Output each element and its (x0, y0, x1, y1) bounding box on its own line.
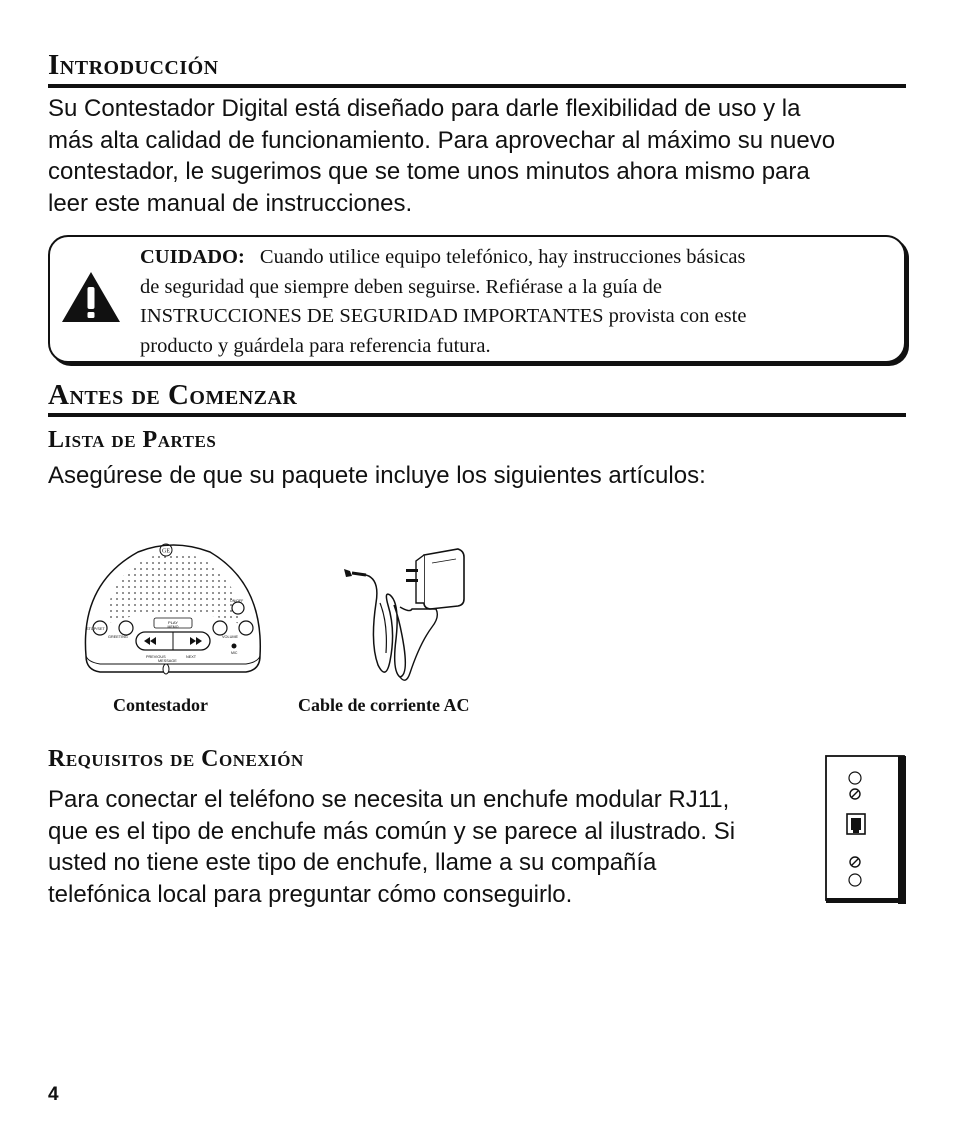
connection-line: usted no tiene este tipo de enchufe, llame a su compañía (48, 849, 657, 876)
parts-text: Asegúrese de que su paquete incluye los siguientes artículos: (48, 462, 706, 489)
device-label: NEXT (186, 655, 197, 659)
intro-heading: Introducción (48, 49, 219, 81)
device-label: ON/OFF (230, 599, 244, 603)
section-rule (48, 413, 906, 417)
page-number: 4 (48, 1084, 59, 1105)
item-caption-answering-machine: Contestador (113, 695, 208, 715)
ac-power-cord-illustration (340, 543, 470, 693)
device-label: MIC (231, 651, 238, 655)
caution-line: de seguridad que siempre deben seguirse. Refiérase a la guía de (140, 275, 662, 298)
parts-heading: Lista de Partes (48, 427, 217, 453)
caution-line: producto y guárdela para referencia futura. (140, 334, 491, 357)
caution-line: Cuando utilice equipo telefónico, hay instrucciones básicas (259, 246, 746, 268)
connection-line: telefónica local para preguntar cómo conseguirlo. (48, 880, 573, 908)
section-rule (48, 84, 906, 88)
caution-text (140, 243, 895, 361)
caution-label: CUIDADO: (140, 246, 245, 268)
intro-line: contestador, le sugerimos que se tome unos minutos ahora mismo para (48, 158, 810, 185)
device-label: PREVIOUS (146, 655, 166, 659)
connection-paragraph (48, 784, 735, 910)
intro-line: leer este manual de instrucciones. (48, 189, 413, 217)
brand-logo: GE (162, 548, 170, 555)
device-label: STOP/SET (86, 627, 105, 631)
connection-line: que es el tipo de enchufe más común y se parece al ilustrado. Si (48, 817, 736, 845)
device-label: MEMO (167, 625, 179, 629)
warning-triangle-icon (60, 270, 122, 324)
device-label: VOLUME (222, 635, 239, 639)
answering-machine-illustration (78, 536, 268, 684)
wall-jack-illustration (822, 752, 910, 904)
device-label: MESSAGE (158, 659, 177, 663)
connection-heading: Requisitos de Conexión (48, 746, 304, 772)
intro-line: Su Contestador Digital está diseñado para darle flexibilidad de uso y la (48, 95, 801, 122)
device-label: GREETING (108, 635, 128, 639)
before-start-heading: Antes de Comenzar (48, 379, 298, 411)
intro-line: más alta calidad de funcionamiento. Para aprovechar al máximo su nuevo (48, 126, 836, 154)
caution-line: INSTRUCCIONES DE SEGURIDAD IMPORTANTES provista con este (140, 305, 747, 327)
connection-line: Para conectar el teléfono se necesita un enchufe modular RJ11, (48, 786, 730, 813)
intro-paragraph (48, 93, 835, 219)
caution-box (48, 235, 906, 363)
device-label: PLAY (168, 620, 178, 625)
item-caption-ac-cord: Cable de corriente AC (298, 695, 470, 715)
